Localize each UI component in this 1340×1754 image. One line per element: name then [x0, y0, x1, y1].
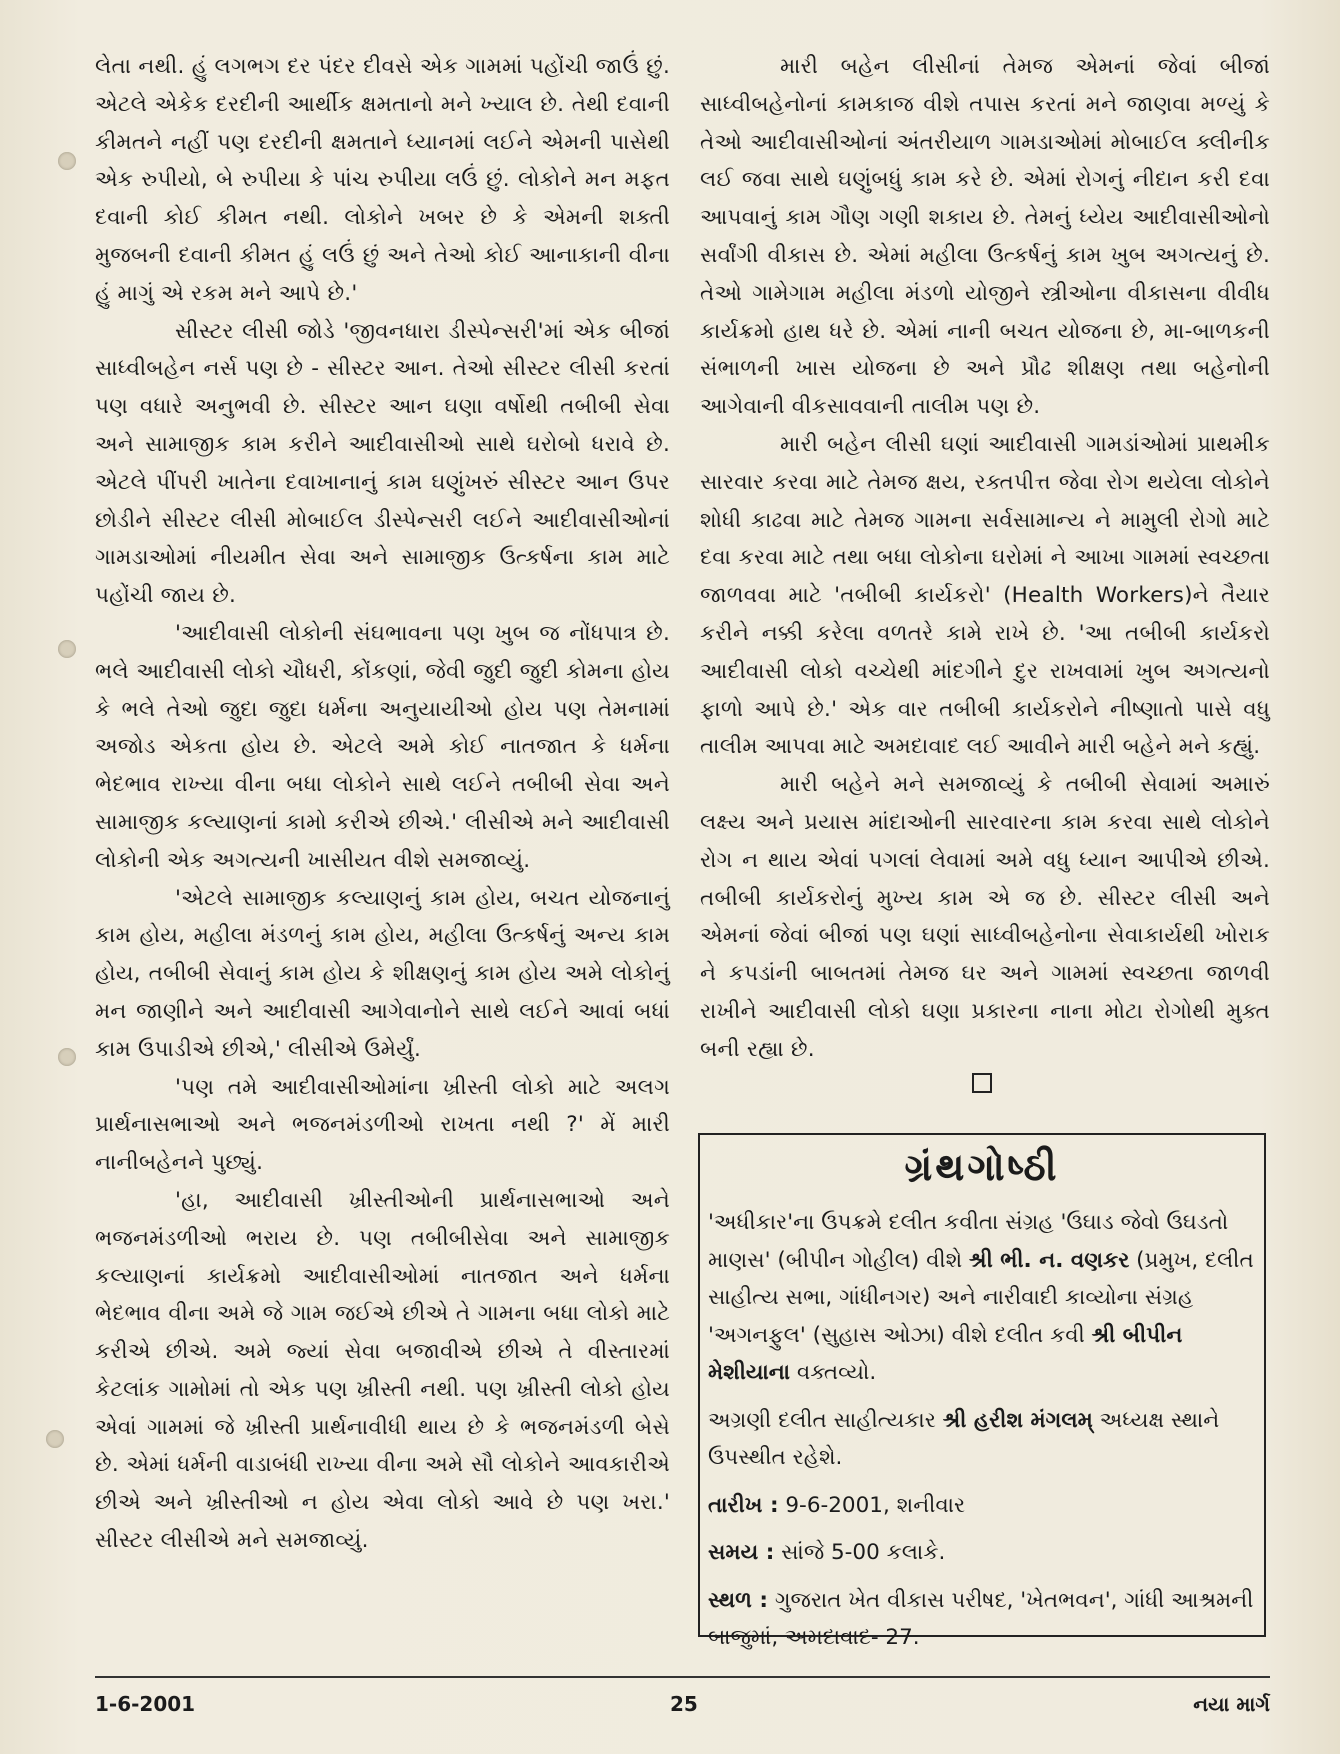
article-paragraph: 'આદીવાસી લોકોની સંઘભાવના પણ ખુબ જ નોંધપાત્ર છે. ભલે આદીવાસી લોકો ચૌધરી, કોંકણાં, જેવી જુદી જુદી કોમના હોય કે ભલે તેઓ જુદા જુદા ધર્મના અનુયાયીઓ હોય પણ તેમનામાં અજોડ એકતા હોય છે. એટલે અમે કોઈ નાતજાત કે ધર્મના ભેદભાવ રાખ્યા વીના બધા લોકોને સાથે લઈને તબીબી સેવા અને સામાજીક કલ્યાણનાં કામો કરીએ છીએ.' લીસીએ મને આદીવાસી લોકોની એક અગત્યની ખાસીયત વીશે સમજાવ્યું. [95, 620, 670, 873]
article-paragraph: મારી બહેને મને સમજાવ્યું કે તબીબી સેવામાં અમારું લક્ષ્ય અને પ્રયાસ માંદાઓની સારવારના કામ કરવા સાથે લોકોને રોગ ન થાય એવાં પગલાં લેવામાં અમે વધુ ધ્યાન આપીએ છીએ. તબીબી કાર્યકરોનું મુખ્ય કામ એ જ છે. સીસ્ટર લીસી અને એમનાં જેવાં બીજાં પણ ઘણાં સાધ્વીબહેનોના સેવાકાર્યથી ખોરાક ને કપડાંની બાબતમાં તેમજ ઘર અને ગામમાં સ્વચ્છતા જાળવી રાખીને આદીવાસી લોકો ઘણા પ્રકારના નાના મોટા રોગોથી મુક્ત બની રહ્યા છે. [700, 772, 1270, 1062]
issue-date: 1-6-2001 [95, 1692, 196, 1716]
article-paragraph: લેતા નથી. હું લગભગ દર પંદર દીવસે એક ગામમાં પહોંચી જાઉં છું. એટલે એકેક દરદીની આર્થીક ક્ષમતાનો મને ખ્યાલ છે. તેથી દવાની કીમતને નહીં પણ દરદીની ક્ષમતાને ધ્યાનમાં લઈને એમની પાસેથી એક રુપીયો, બે રુપીયા કે પાંચ રુપીયા લઉં છું. લોકોને મન મફત દવાની કોઈ કીમત નથી. લોકોને ખબર છે કે એમની શક્તી મુજબની દવાની કીમત હું લઉં છું અને તેઓ કોઈ આનાકાની વીના હું માગું એ રકમ મને આપે છે.' [95, 54, 670, 306]
punch-hole-mark [46, 1430, 64, 1448]
speaker-name: શ્રી બીપીન મેશીયાના [708, 1322, 1183, 1385]
event-date: તારીખ : 9-6-2001, શનીવાર [708, 1492, 966, 1518]
article-paragraph: 'હા, આદીવાસી ખ્રીસ્તીઓની પ્રાર્થનાસભાઓ અને ભજનમંડળીઓ ભરાય છે. પણ તબીબીસેવા અને સામાજીક કલ્યાણનાં કાર્યક્રમો આદીવાસીઓમાં નાતજાત અને ધર્મના ભેદભાવ વીના અમે જે ગામ જઈએ છીએ તે ગામના બધા લોકો માટે કરીએ છીએ. અમે જ્યાં સેવા બજાવીએ છીએ તે વીસ્તારમાં કેટલાંક ગામોમાં તો એક પણ ખ્રીસ્તી નથી. પણ ખ્રીસ્તી લોકો હોય એવાં ગામમાં જે ખ્રીસ્તી પ્રાર્થનાવીધી થાય છે કે ભજનમંડળી બેસે છે. એમાં ધર્મની વાડાબંધી રાખ્યા વીના અમે સૌ લોકોને આવકારીએ છીએ અને ખ્રીસ્તીઓ ન હોય એવા લોકો આવે છે પણ ખરા.' સીસ્ટર લીસીએ મને સમજાવ્યું. [95, 1187, 670, 1554]
event-body [708, 1204, 1256, 1657]
event-time: સમય : સાંજે 5-00 કલાકે. [708, 1540, 946, 1565]
page-footer [95, 1676, 1270, 1718]
punch-hole-mark [58, 152, 76, 170]
event-announcement-box [698, 1133, 1266, 1650]
punch-hole-mark [58, 640, 76, 658]
event-description: 'અધીકાર'ના ઉપક્રમે દલીત કવીતા સંગ્રહ 'ઉઘાડ જેવો ઉઘડતો માણસ' (બીપીન ગોહીલ) વીશે શ્રી ભી. ન. વણકર (પ્રમુખ, દલીત સાહીત્ય સભા, ગાંધીનગર) અને નારીવાદી કાવ્યોના સંગ્રહ 'અગનફુલ' (સુહાસ ઓઝા) વીશે દલીત કવી શ્રી બીપીન મેશીયાના વક્તવ્યો. [708, 1210, 1254, 1385]
speaker-name: શ્રી ભી. ન. વણકર [969, 1247, 1130, 1273]
punch-hole-mark [58, 1048, 76, 1066]
event-place: સ્થળ : ગુજરાત ખેત વીકાસ પરીષદ, 'ખેતભવન', ગાંધી આશ્રમની બાજુમાં, અમદાવાદ- 27. [708, 1587, 1254, 1650]
article-left-column [95, 48, 670, 1560]
publication-name: નયા માર્ગ [1193, 1692, 1270, 1716]
event-chair: અગ્રણી દલીત સાહીત્યકાર શ્રી હરીશ મંગલમ્ અધ્યક્ષ સ્થાને ઉપસ્થીત રહેશે. [708, 1407, 1220, 1470]
event-title: ગ્રંથગોષ્ઠી [904, 1145, 1060, 1189]
article-paragraph: મારી બહેન લીસી ઘણાં આદીવાસી ગામડાંઓમાં પ્રાથમીક સારવાર કરવા માટે તેમજ ક્ષય, રક્તપીત્ત જેવા રોગ થયેલા લોકોને શોધી કાઢવા માટે તેમજ ગામના સર્વસામાન્ય ને મામુલી રોગો માટે દવા કરવા માટે તથા બધા લોકોના ઘરોમાં ને આખા ગામમાં સ્વચ્છતા જાળવવા માટે 'તબીબી કાર્યકરો' (Health Workers)ને તૈયાર કરીને નક્કી કરેલા વળતરે કામે રાખે છે. 'આ તબીબી કાર્યકરો આદીવાસી લોકો વચ્ચેથી માંદગીને દુર રાખવામાં ખુબ અગત્યનો ફાળો આપે છે.' એક વાર તબીબી કાર્યકરોને નીષ્ણાતો પાસે વધુ તાલીમ આપવા માટે અમદાવાદ લઈ આવીને મારી બહેને મને કહ્યું. [700, 431, 1270, 760]
article-end-mark [972, 1073, 992, 1093]
chair-name: શ્રી હરીશ મંગલમ્ [942, 1407, 1093, 1433]
article-paragraph: સીસ્ટર લીસી જોડે 'જીવનધારા ડીસ્પેન્સરી'માં એક બીજાં સાધ્વીબહેન નર્સ પણ છે - સીસ્ટર આન. તેઓ સીસ્ટર લીસી કરતાં પણ વધારે અનુભવી છે. સીસ્ટર આન ઘણા વર્ષોથી તબીબી સેવા અને સામાજીક કામ કરીને આદીવાસીઓ સાથે ઘરોબો ધરાવે છે. એટલે પીંપરી ખાતેના દવાખાનાનું કામ ઘણુંખરું સીસ્ટર આન ઉપર છોડીને સીસ્ટર લીસી મોબાઈલ ડીસ્પેન્સરી લઈને આદીવાસીઓનાં ગામડાઓમાં નીયમીત સેવા અને સામાજીક ઉત્કર્ષના કામ માટે પહોંચી જાય છે. [95, 318, 670, 609]
article-paragraph: 'એટલે સામાજીક કલ્યાણનું કામ હોય, બચત યોજનાનું કામ હોય, મહીલા મંડળનું કામ હોય, મહીલા ઉત્કર્ષનું અન્ય કામ હોય, તબીબી સેવાનું કામ હોય કે શીક્ષણનું કામ હોય અમે લોકોનું મન જાણીને અને આદીવાસી આગેવાનોને સાથે લઈને આવાં બધાં કામ ઉપાડીએ છીએ,' લીસીએ ઉમેર્યું. [95, 885, 670, 1062]
article-paragraph: મારી બહેન લીસીનાં તેમજ એમનાં જેવાં બીજાં સાધ્વીબહેનોનાં કામકાજ વીશે તપાસ કરતાં મને જાણવા મળ્યું કે તેઓ આદીવાસીઓનાં અંતરીયાળ ગામડાઓમાં મોબાઈલ ક્લીનીક લઈ જવા સાથે ઘણુંબધું કામ કરે છે. એમાં રોગનું નીદાન કરી દવા આપવાનું કામ ગૌણ ગણી શકાય છે. તેમનું ધ્યેય આદીવાસીઓનો સર્વાંગી વીકાસ છે. એમાં મહીલા ઉત્કર્ષનું કામ ખુબ અગત્યનું છે. તેઓ ગામેગામ મહીલા મંડળો યોજીને સ્ત્રીઓના વીકાસના વીવીધ કાર્યક્રમો હાથ ધરે છે. એમાં નાની બચત યોજના છે, મા-બાળકની સંભાળની ખાસ યોજના છે અને પ્રૌઢ શીક્ષણ તથા બહેનોની આગેવાની વીકસાવવાની તાલીમ પણ છે. [700, 54, 1270, 420]
article-right-column [700, 48, 1270, 1093]
page-number: 25 [670, 1692, 698, 1716]
article-paragraph: 'પણ તમે આદીવાસીઓમાંના ખ્રીસ્તી લોકો માટે અલગ પ્રાર્થનાસભાઓ અને ભજનમંડળીઓ રાખતા નથી ?' મેં મારી નાનીબહેનને પુછ્યું. [95, 1074, 670, 1176]
